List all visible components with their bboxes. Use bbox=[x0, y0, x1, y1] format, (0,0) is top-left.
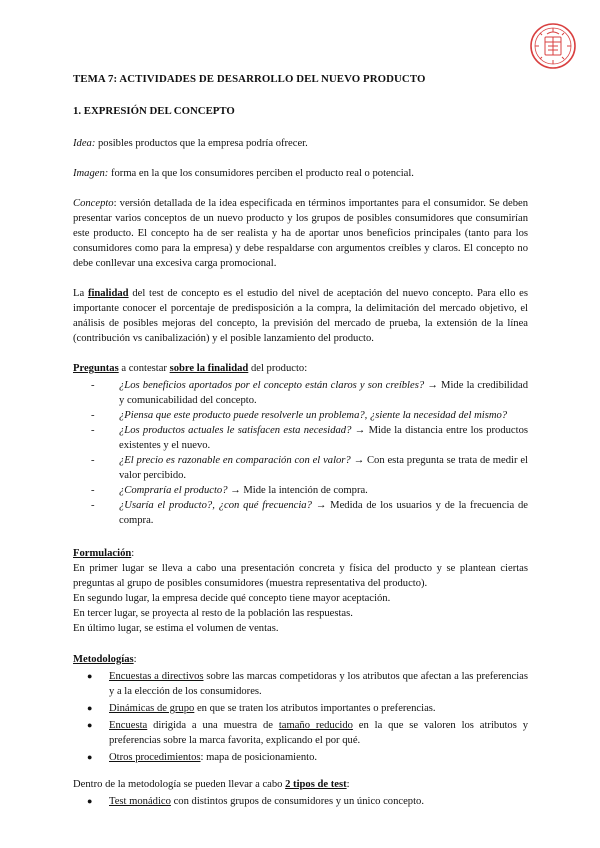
question-text: ¿Los productos actuales le satisfacen esta necesidad? bbox=[119, 425, 352, 436]
formulacion-heading bbox=[73, 546, 528, 561]
list-item bbox=[73, 669, 528, 699]
question-text: ¿Usaría el producto?, ¿con qué frecuencia? bbox=[119, 500, 312, 511]
preguntas-list bbox=[73, 378, 528, 528]
bullet-dot: ● bbox=[87, 703, 93, 713]
question-text: ¿Compraría el producto? bbox=[119, 485, 228, 496]
formulacion-line: En tercer lugar, se proyecta al resto de la población las respuestas. bbox=[73, 608, 353, 619]
definition-idea bbox=[73, 136, 528, 151]
question-text: ¿El precio es razonable en comparación con el valor? bbox=[119, 455, 351, 466]
formulacion-line: En último lugar, se estima el volumen de ventas. bbox=[73, 623, 279, 634]
question-answer: → Con esta pregunta se trata de medir el valor percibido. bbox=[119, 455, 528, 481]
tipos-heading bbox=[73, 777, 528, 792]
term-formulacion: Formulación bbox=[73, 548, 132, 559]
method-name: Otros procedimientos bbox=[109, 752, 201, 763]
term-sobre-finalidad: sobre la finalidad bbox=[169, 363, 249, 374]
question-answer: → Medida de los usuarios y de la frecuencia de compra. bbox=[119, 500, 529, 526]
university-seal-icon bbox=[529, 22, 577, 70]
term-idea: Idea: bbox=[73, 138, 96, 149]
method-name: Encuestas a directivos bbox=[109, 671, 204, 682]
section-heading: 1. EXPRESIÓN DEL CONCEPTO bbox=[73, 105, 235, 117]
method-text: en que se traten los atributos importantes o preferencias. bbox=[194, 703, 436, 714]
definition-concepto-text: : versión detallada de la idea especificada en términos importantes para el consumidor. Se deben presentar varios conceptos de un nuevo producto y los grupos de posibles consumidores que consumirían este producto. El concepto ha de ser realista y ha de aportar unos beneficios principales (tanto para los consumidores como para la empresa) y debe respaldarse con argumentos creíbles y claros. El concepto no debe conllevar una excesiva carga promocional. bbox=[73, 198, 528, 269]
list-item bbox=[73, 453, 528, 483]
test-type-name: Test monádico bbox=[109, 796, 171, 807]
list-item bbox=[73, 750, 528, 765]
list-item bbox=[73, 483, 528, 498]
dash-bullet: - bbox=[91, 425, 95, 436]
tipos-pre: Dentro de la metodología se pueden llevar a cabo bbox=[73, 779, 286, 790]
term-imagen: Imagen: bbox=[73, 168, 109, 179]
bullet-dot: ● bbox=[87, 671, 93, 681]
term-preguntas: Preguntas bbox=[73, 363, 119, 374]
test-type-text: con distintos grupos de consumidores y un único concepto. bbox=[170, 796, 424, 807]
metodologias-heading bbox=[73, 652, 528, 667]
method-name: Dinámicas de grupo bbox=[109, 703, 195, 714]
formulacion-line: En primer lugar se lleva a cabo una presentación concreta y física del producto y se plantean ciertas preguntas al grupo de posibles consumidores (muestra representativa del producto). bbox=[73, 563, 528, 589]
method-text: sobre las marcas competidoras y los atributos que afectan a las preferencias y a la elección de los consumidores. bbox=[109, 671, 529, 697]
question-text: ¿Piensa que este producto puede resolverle un problema?, ¿siente la necesidad del mismo? bbox=[119, 410, 508, 421]
tipos-section bbox=[73, 777, 528, 809]
list-item bbox=[73, 701, 528, 716]
method-text: dirigida a una muestra de bbox=[147, 720, 279, 731]
page-title: TEMA 7: ACTIVIDADES DE DESARROLLO DEL NUEVO PRODUCTO bbox=[73, 73, 426, 85]
definition-concepto bbox=[73, 196, 528, 271]
term-finalidad: finalidad bbox=[87, 288, 129, 299]
preguntas-heading bbox=[73, 361, 528, 376]
list-item bbox=[73, 794, 528, 809]
method-emphasis: tamaño reducido bbox=[278, 720, 353, 731]
formulacion-colon: : bbox=[131, 548, 135, 559]
dash-bullet: - bbox=[91, 485, 95, 496]
metodologias-colon: : bbox=[133, 654, 137, 665]
list-item bbox=[73, 378, 528, 408]
question-answer: → Mide la credibilidad y comunicabilidad del concepto. bbox=[119, 380, 528, 406]
question-answer: → Mide la distancia entre los productos existentes y el nuevo. bbox=[119, 425, 528, 451]
preguntas-section bbox=[73, 361, 528, 528]
list-item bbox=[73, 718, 528, 748]
term-concepto: Concepto bbox=[73, 198, 114, 209]
preguntas-mid: a contestar bbox=[118, 363, 170, 374]
bullet-dot: ● bbox=[87, 796, 93, 806]
list-item bbox=[73, 423, 528, 453]
definition-imagen bbox=[73, 166, 528, 181]
question-text: ¿Los beneficios aportados por el concepto están claros y son creíbles? bbox=[119, 380, 425, 391]
term-tipos-test: 2 tipos de test bbox=[285, 779, 347, 790]
formulacion-section bbox=[73, 546, 528, 636]
formulacion-line: En segundo lugar, la empresa decide qué concepto tiene mayor aceptación. bbox=[73, 593, 391, 604]
bullet-dot: ● bbox=[87, 752, 93, 762]
term-metodologias: Metodologías bbox=[73, 654, 134, 665]
bullet-dot: ● bbox=[87, 720, 93, 730]
dash-bullet: - bbox=[91, 455, 95, 466]
finalidad-pre: La bbox=[73, 288, 88, 299]
finalidad-text: del test de concepto es el estudio del nivel de aceptación del nuevo concepto. Para ello es importante conocer el porcentaje de predisposición a la compra, la delimitación del mercado objetivo, el análisis de posibles mejoras del concepto, la previsión del mercado de prueba, la extensión de la línea (contribución vs canibalización) y el posible lanzamiento del producto. bbox=[73, 288, 528, 344]
document-body bbox=[73, 72, 528, 821]
dash-bullet: - bbox=[91, 410, 95, 421]
metodologias-list bbox=[73, 669, 528, 765]
dash-bullet: - bbox=[91, 380, 95, 391]
list-item bbox=[73, 408, 528, 423]
metodologias-section bbox=[73, 652, 528, 765]
method-text: : mapa de posicionamiento. bbox=[200, 752, 318, 763]
preguntas-post: del producto: bbox=[248, 363, 308, 374]
tipos-post: : bbox=[346, 779, 350, 790]
definition-idea-text: posibles productos que la empresa podría ofrecer. bbox=[95, 138, 308, 149]
method-name: Encuesta bbox=[109, 720, 148, 731]
tipos-list bbox=[73, 794, 528, 809]
list-item bbox=[73, 498, 528, 528]
method-text-2: en la que se valoren los atributos y preferencias sobre la marca favorita, explicando el por qué. bbox=[109, 720, 528, 746]
definition-imagen-text: forma en la que los consumidores perciben el producto real o potencial. bbox=[108, 168, 414, 179]
question-answer: → Mide la intención de compra. bbox=[227, 485, 368, 496]
dash-bullet: - bbox=[91, 500, 95, 511]
finalidad-paragraph bbox=[73, 286, 528, 346]
